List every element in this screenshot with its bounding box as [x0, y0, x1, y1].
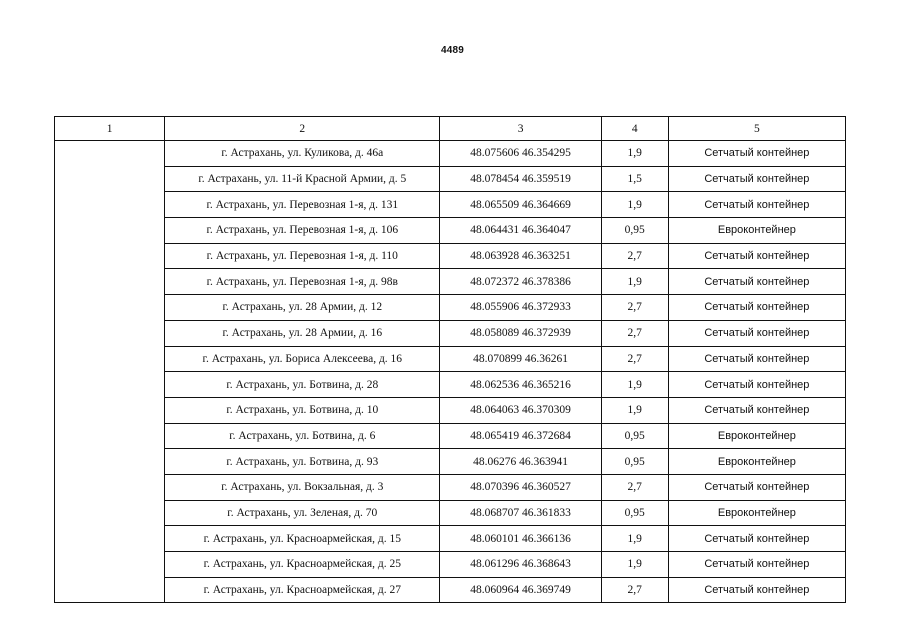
- container-type-cell: Сетчатый контейнер: [668, 346, 845, 372]
- volume-cell: 0,95: [601, 500, 668, 526]
- coordinates-cell: 48.070899 46.36261: [440, 346, 601, 372]
- table-row: [55, 423, 846, 449]
- volume-cell: 2,7: [601, 320, 668, 346]
- coordinates-cell: 48.065509 46.364669: [440, 192, 601, 218]
- column-header-2: 2: [165, 117, 440, 141]
- address-cell: г. Астрахань, ул. Вокзальная, д. 3: [165, 474, 440, 500]
- address-cell: г. Астрахань, ул. Бориса Алексеева, д. 16: [165, 346, 440, 372]
- container-type-cell: Евроконтейнер: [668, 218, 845, 244]
- container-type-cell: Сетчатый контейнер: [668, 269, 845, 295]
- address-cell: г. Астрахань, ул. Красноармейская, д. 25: [165, 552, 440, 578]
- address-cell: г. Астрахань, ул. Перевозная 1-я, д. 110: [165, 243, 440, 269]
- coordinates-cell: 48.060964 46.369749: [440, 577, 601, 603]
- container-type-cell: Сетчатый контейнер: [668, 474, 845, 500]
- address-cell: г. Астрахань, ул. Перевозная 1-я, д. 131: [165, 192, 440, 218]
- page-number: 4489: [440, 45, 465, 56]
- coordinates-cell: 48.06276 46.363941: [440, 449, 601, 475]
- coordinates-cell: 48.055906 46.372933: [440, 295, 601, 321]
- column-header-4: 4: [601, 117, 668, 141]
- table-row: [55, 346, 846, 372]
- container-type-cell: Сетчатый контейнер: [668, 295, 845, 321]
- table-row: [55, 218, 846, 244]
- column-header-1: 1: [55, 117, 165, 141]
- table-row: [55, 295, 846, 321]
- address-cell: г. Астрахань, ул. Куликова, д. 46а: [165, 141, 440, 167]
- volume-cell: 0,95: [601, 423, 668, 449]
- container-type-cell: Сетчатый контейнер: [668, 577, 845, 603]
- container-type-cell: Сетчатый контейнер: [668, 192, 845, 218]
- column-header-3: 3: [440, 117, 601, 141]
- container-type-cell: Сетчатый контейнер: [668, 552, 845, 578]
- volume-cell: 1,9: [601, 372, 668, 398]
- coordinates-cell: 48.070396 46.360527: [440, 474, 601, 500]
- address-cell: г. Астрахань, ул. Зеленая, д. 70: [165, 500, 440, 526]
- table-row: [55, 552, 846, 578]
- table-row: [55, 474, 846, 500]
- container-type-cell: Сетчатый контейнер: [668, 320, 845, 346]
- coordinates-cell: 48.068707 46.361833: [440, 500, 601, 526]
- volume-cell: 2,7: [601, 474, 668, 500]
- table-row: [55, 372, 846, 398]
- volume-cell: 2,7: [601, 295, 668, 321]
- container-sites-table: [54, 116, 846, 603]
- coordinates-cell: 48.061296 46.368643: [440, 552, 601, 578]
- volume-cell: 1,9: [601, 192, 668, 218]
- address-cell: г. Астрахань, ул. 28 Армии, д. 16: [165, 320, 440, 346]
- table-row: [55, 141, 846, 167]
- coordinates-cell: 48.058089 46.372939: [440, 320, 601, 346]
- volume-cell: 1,5: [601, 166, 668, 192]
- table-row: [55, 166, 846, 192]
- table-header-row: [55, 117, 846, 141]
- volume-cell: 1,9: [601, 141, 668, 167]
- container-type-cell: Евроконтейнер: [668, 423, 845, 449]
- coordinates-cell: 48.063928 46.363251: [440, 243, 601, 269]
- container-type-cell: Сетчатый контейнер: [668, 243, 845, 269]
- address-cell: г. Астрахань, ул. Ботвина, д. 28: [165, 372, 440, 398]
- container-type-cell: Сетчатый контейнер: [668, 166, 845, 192]
- volume-cell: 1,9: [601, 397, 668, 423]
- volume-cell: 0,95: [601, 449, 668, 475]
- column-header-5: 5: [668, 117, 845, 141]
- volume-cell: 2,7: [601, 243, 668, 269]
- address-cell: г. Астрахань, ул. 11-й Красной Армии, д. 5: [165, 166, 440, 192]
- address-cell: г. Астрахань, ул. Ботвина, д. 93: [165, 449, 440, 475]
- address-cell: г. Астрахань, ул. Перевозная 1-я, д. 106: [165, 218, 440, 244]
- table-row: [55, 526, 846, 552]
- coordinates-cell: 48.072372 46.378386: [440, 269, 601, 295]
- coordinates-cell: 48.065419 46.372684: [440, 423, 601, 449]
- address-cell: г. Астрахань, ул. Ботвина, д. 10: [165, 397, 440, 423]
- table-row: [55, 397, 846, 423]
- address-cell: г. Астрахань, ул. Перевозная 1-я, д. 98в: [165, 269, 440, 295]
- container-type-cell: Евроконтейнер: [668, 449, 845, 475]
- coordinates-cell: 48.062536 46.365216: [440, 372, 601, 398]
- volume-cell: 1,9: [601, 269, 668, 295]
- coordinates-cell: 48.075606 46.354295: [440, 141, 601, 167]
- container-type-cell: Сетчатый контейнер: [668, 141, 845, 167]
- container-type-cell: Сетчатый контейнер: [668, 397, 845, 423]
- table-row: [55, 192, 846, 218]
- container-type-cell: Сетчатый контейнер: [668, 526, 845, 552]
- table-body: [55, 141, 846, 603]
- table-row: [55, 500, 846, 526]
- group-cell-empty: [55, 141, 165, 603]
- volume-cell: 2,7: [601, 577, 668, 603]
- address-cell: г. Астрахань, ул. Красноармейская, д. 15: [165, 526, 440, 552]
- coordinates-cell: 48.064431 46.364047: [440, 218, 601, 244]
- table-row: [55, 577, 846, 603]
- address-cell: г. Астрахань, ул. 28 Армии, д. 12: [165, 295, 440, 321]
- container-type-cell: Евроконтейнер: [668, 500, 845, 526]
- table-row: [55, 320, 846, 346]
- volume-cell: 1,9: [601, 526, 668, 552]
- coordinates-cell: 48.060101 46.366136: [440, 526, 601, 552]
- volume-cell: 2,7: [601, 346, 668, 372]
- coordinates-cell: 48.064063 46.370309: [440, 397, 601, 423]
- table-row: [55, 269, 846, 295]
- coordinates-cell: 48.078454 46.359519: [440, 166, 601, 192]
- address-cell: г. Астрахань, ул. Ботвина, д. 6: [165, 423, 440, 449]
- table-row: [55, 449, 846, 475]
- volume-cell: 1,9: [601, 552, 668, 578]
- address-cell: г. Астрахань, ул. Красноармейская, д. 27: [165, 577, 440, 603]
- table-row: [55, 243, 846, 269]
- volume-cell: 0,95: [601, 218, 668, 244]
- container-type-cell: Сетчатый контейнер: [668, 372, 845, 398]
